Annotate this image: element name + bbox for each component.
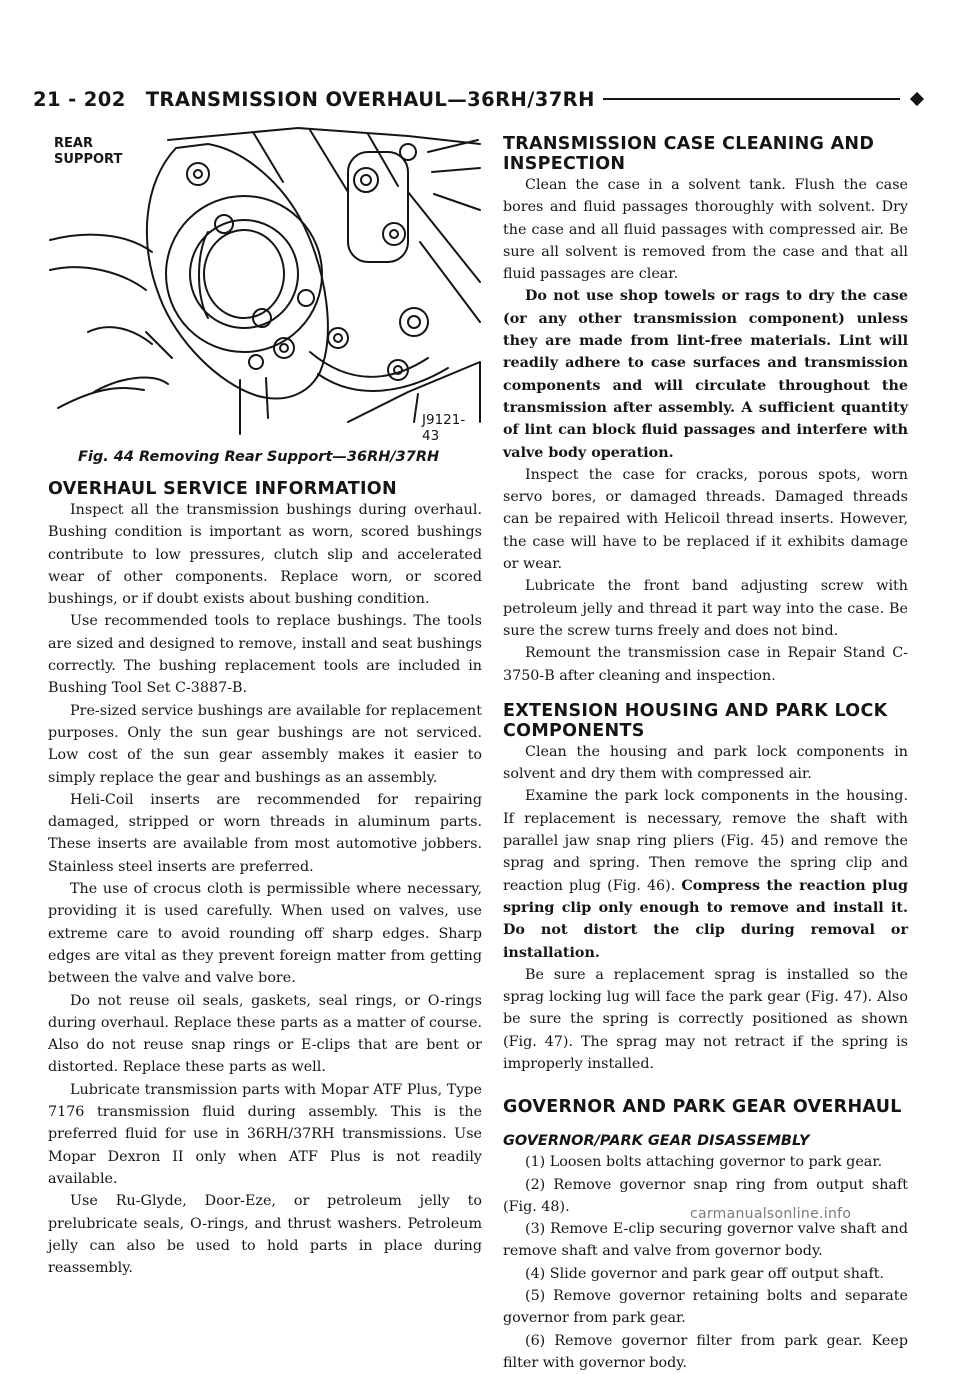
paragraph: Do not reuse oil seals, gaskets, seal rings, or O-rings during overhaul. Replace these parts as a matter of course. Also do not reuse snap rings or E-clips that are bent or distorted. Replace these parts as well. (48, 992, 482, 1076)
header-rule (603, 98, 900, 100)
left-column (48, 122, 482, 1279)
rear-support-illustration (48, 122, 482, 437)
diamond-icon (910, 92, 924, 106)
paragraph: Lubricate transmission parts with Mopar ATF Plus, Type 7176 transmission fluid during assembly. This is the preferred fluid for use in 36RH/37RH transmissions. Use Mopar Dexron II only when ATF Plus is not readily available. (48, 1081, 482, 1187)
paragraph (503, 785, 908, 963)
figure-caption: Fig. 44 Removing Rear Support—36RH/37RH (78, 449, 440, 465)
watermark-text: carmanualsonline.info (690, 1206, 852, 1222)
heading-extension-housing: EXTENSION HOUSING AND PARK LOCK COMPONENTS (503, 700, 888, 741)
paragraph: Heli-Coil inserts are recommended for repairing damaged, stripped or worn threads in aluminum parts. These inserts are available from most automotive jobbers. Stainless steel inserts are preferred. (48, 791, 482, 875)
step-item: (2) Remove governor snap ring from output shaft (Fig. 48). (503, 1176, 908, 1215)
heading-case-cleaning: TRANSMISSION CASE CLEANING AND INSPECTION (503, 134, 875, 174)
subheading-governor-disassembly: GOVERNOR/PARK GEAR DISASSEMBLY (503, 1133, 810, 1150)
step-item: (6) Remove governor filter from park gear. Keep filter with governor body. (503, 1332, 908, 1371)
step-item: (4) Slide governor and park gear off output shaft. (525, 1265, 885, 1282)
step-item: (3) Remove E-clip securing governor valve shaft and remove shaft and valve from governor body. (503, 1221, 908, 1260)
figure-44 (48, 122, 482, 444)
page-title: TRANSMISSION OVERHAUL—36RH/37RH (145, 87, 595, 111)
paragraph: Clean the case in a solvent tank. Flush the case bores and fluid passages thoroughly with solvent. Dry the case and all fluid passages with compressed air. Be sure all solvent is removed from the case and that all fluid passages are clear. (503, 177, 908, 283)
paragraph: Inspect the case for cracks, porous spots, worn servo bores, or damaged threads. Damaged threads can be repaired with Helicoil thread inserts. However, the case will have to be replaced if it exhibits damage or wear. (503, 466, 908, 573)
paragraph: Pre-sized service bushings are available for replacement purposes. Only the sun gear bushings are not serviced. Low cost of the sun gear assembly makes it easier to simply replace the gear and bushings as an assembly. (48, 702, 482, 786)
paragraph: Be sure a replacement sprag is installed so the sprag locking lug will face the park gear (Fig. 47). Also be sure the spring is correctly positioned as shown (Fig. 47). The sprag may not retract if the spring is improperly installed. (503, 966, 908, 1072)
paragraph: Use Ru-Glyde, Door-Eze, or petroleum jelly to prelubricate seals, O-rings, and thrust washers. Petroleum jelly can also be used to hold parts in place during reassembly. (48, 1193, 482, 1277)
heading-overhaul-service: OVERHAUL SERVICE INFORMATION (48, 479, 397, 499)
heading-governor: GOVERNOR AND PARK GEAR OVERHAUL (503, 1097, 902, 1118)
bold-warning-text: Compress the reaction plug spring clip only enough to remove and install it. Do not distort the clip during removal or installation. (503, 877, 908, 961)
paragraph: Inspect all the transmission bushings during overhaul. Bushing condition is important as worn, scored bushings contribute to low pressures, clutch slip and accelerated wear of other components. Replace worn, or scored bushings, or if doubt exists about bushing condition. (48, 502, 482, 608)
right-column (503, 134, 908, 1374)
paragraph: The use of crocus cloth is permissible where necessary, providing it is used carefully. When used on valves, use extreme care to avoid rounding off sharp edges. Sharp edges are vital as they prevent foreign matter from getting between the valve and valve bore. (48, 881, 482, 987)
paragraph: Use recommended tools to replace bushings. The tools are sized and designed to remove, install and seat bushings correctly. The bushing replacement tools are included in Bushing Tool Set C-3887-B. (48, 613, 482, 697)
bold-warning-text: Do not use shop towels or rags to dry the case (or any other transmission component) unless they are made from lint-free materials. Lint will readily adhere to case surfaces and transmission components and will circulate throughout the transmission after assembly. A sufficient quantity of lint can block fluid passages and interfere with valve body operation. (503, 288, 908, 461)
page-header (33, 82, 928, 116)
rear-support-label: REAR SUPPORT (54, 136, 123, 167)
paragraph (503, 285, 908, 463)
step-list (503, 1151, 908, 1374)
step-item: (1) Loosen bolts attaching governor to park gear. (525, 1154, 883, 1171)
figure-code: J9121-43 (422, 412, 466, 444)
paragraph-text: Examine the park lock components in the housing. If replacement is necessary, remove the shaft with parallel jaw snap ring pliers (Fig. 45) and remove the sprag and spring. Then remove the spring clip and reaction plug (Fig. 46). (503, 788, 908, 894)
paragraph: Lubricate the front band adjusting screw with petroleum jelly and thread it part way into the case. Be sure the screw turns freely and does not bind. (503, 578, 908, 639)
step-item: (5) Remove governor retaining bolts and separate governor from park gear. (503, 1288, 908, 1327)
paragraph: Clean the housing and park lock components in solvent and dry them with compressed air. (503, 743, 908, 783)
page-number: 21 - 202 (33, 87, 126, 111)
paragraph: Remount the transmission case in Repair Stand C-3750-B after cleaning and inspection. (503, 645, 908, 684)
